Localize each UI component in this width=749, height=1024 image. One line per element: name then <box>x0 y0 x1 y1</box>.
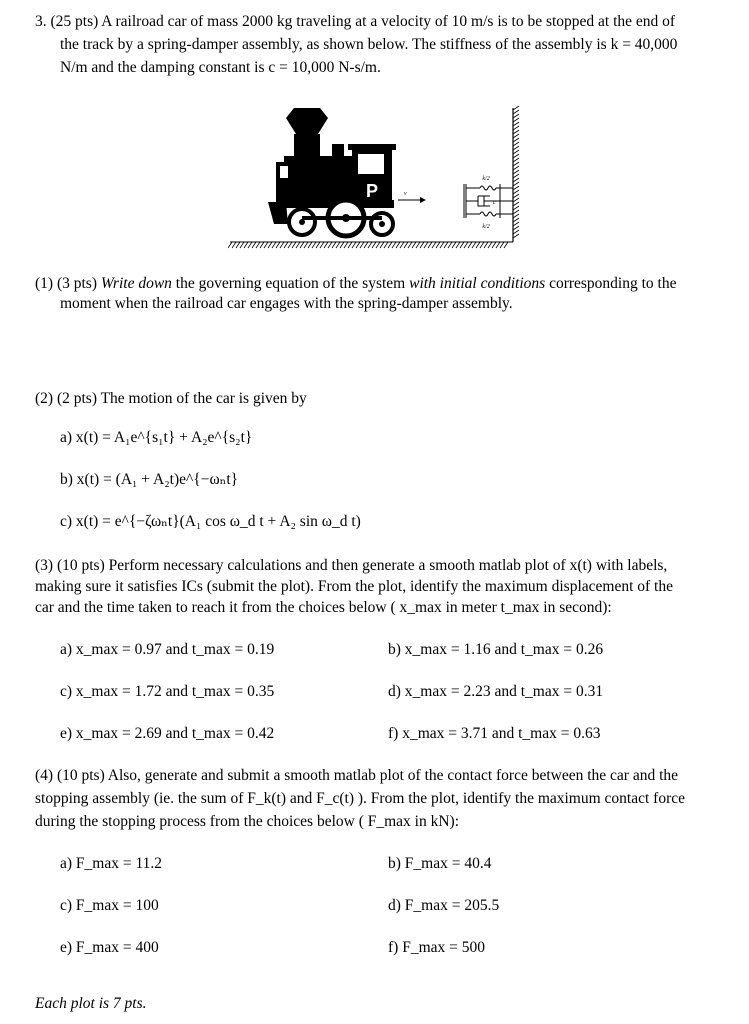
spring-damper-assembly <box>464 184 513 218</box>
part4-line2: stopping assembly (ie. the sum of F_k(t) and F_c(t) ). From the plot, identify the maximum contact force <box>35 790 686 807</box>
part1-line1: (1) (3 pts) Write down the governing equation of the system with initial conditions corresponding to the <box>35 275 677 292</box>
part4-option: f) F_max = 500 <box>388 939 485 956</box>
part3-option: f) x_max = 3.71 and t_max = 0.63 <box>388 725 601 742</box>
part1-line2: moment when the railroad car engages with the spring-damper assembly. <box>60 295 513 312</box>
part2-option-a: a) x(t) = A₁e^{s₁t} + A₂e^{s₂t} <box>60 429 253 446</box>
part4-option: b) F_max = 40.4 <box>388 855 492 872</box>
train-spring-damper-figure <box>228 100 528 252</box>
part4-line3: during the stopping process from the choices below ( F_max in kN): <box>35 813 460 830</box>
spring-top-label: k/2 <box>482 176 490 182</box>
part2-option-c: c) x(t) = e^{−ζωₙt}(A₁ cos ω_d t + A₂ sin ω_d t) <box>60 513 361 530</box>
part2-option-b: b) x(t) = (A₁ + A₂t)e^{−ωₙt} <box>60 471 239 488</box>
part3-option: b) x_max = 1.16 and t_max = 0.26 <box>388 641 604 658</box>
part3-option: d) x_max = 2.23 and t_max = 0.31 <box>388 683 604 700</box>
part3-line2: making sure it satisfies ICs (submit the plot). From the plot, identify the maximum displacement of the <box>35 578 673 595</box>
part3-line3: car and the time taken to reach it from the choices below ( x_max in meter t_max in second): <box>35 599 612 616</box>
part3-line1: (3) (10 pts) Perform necessary calculations and then generate a smooth matlab plot of x(t) with labels, <box>35 557 668 574</box>
damper-label: c <box>493 200 496 206</box>
problem-header-line3: N/m and the damping constant is c = 10,000 N-s/m. <box>60 59 381 76</box>
locomotive <box>268 108 396 236</box>
velocity-label: v <box>404 191 407 197</box>
part2-intro: (2) (2 pts) The motion of the car is given by <box>35 390 307 407</box>
part3-option: e) x_max = 2.69 and t_max = 0.42 <box>60 725 275 742</box>
car-letter: P <box>365 181 379 201</box>
spring-bottom-label: k/2 <box>482 224 490 230</box>
part4-option: d) F_max = 205.5 <box>388 897 500 914</box>
part4-option: c) F_max = 100 <box>60 897 159 914</box>
part4-option: e) F_max = 400 <box>60 939 159 956</box>
part4-option: a) F_max = 11.2 <box>60 855 163 872</box>
problem-header-line1: 3. (25 pts) A railroad car of mass 2000 kg traveling at a velocity of 10 m/s is to be stopped at the end of <box>35 13 676 30</box>
part4-line1: (4) (10 pts) Also, generate and submit a smooth matlab plot of the contact force between the car and the <box>35 767 679 784</box>
problem-header-line2: the track by a spring-damper assembly, as shown below. The stiffness of the assembly is k = 40,000 <box>60 36 678 53</box>
part3-option: a) x_max = 0.97 and t_max = 0.19 <box>60 641 275 658</box>
part3-option: c) x_max = 1.72 and t_max = 0.35 <box>60 683 275 700</box>
footer-note: Each plot is 7 pts. <box>35 995 147 1012</box>
